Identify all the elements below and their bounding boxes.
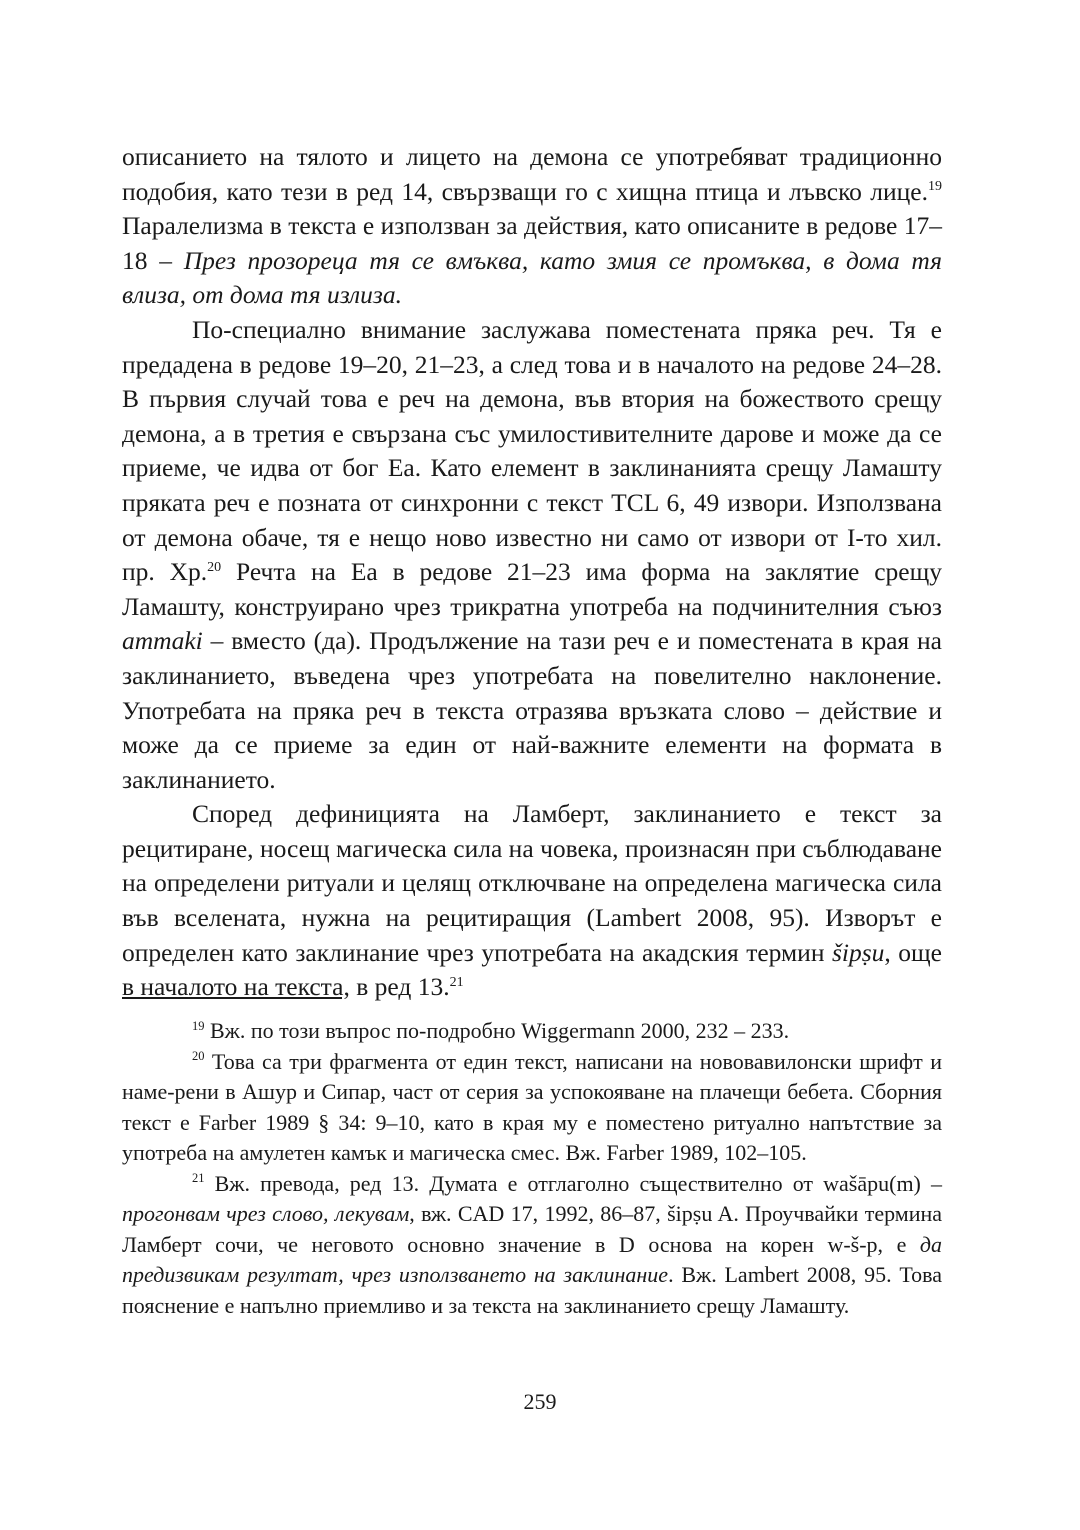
text-run: описанието на тялото и лицето на демона се употребяват традиционно подобия, като тези в ред 14, свързващи го с хищна птица и лъвско лице.: [122, 142, 942, 206]
text-run: Това са три фрагмента от един текст, написани на нововавилонски шрифт и наме-рени в Ашур и Сипар, част от серия за успокояване на плачещи бебета. Сборния текст е Farber 1989 § 34: 9–10, като в края му е поместено ритуално напътствие за употреба на амулетен камък и магическа смес. Вж. Farber 1989, 102–105.: [122, 1048, 942, 1165]
paragraph-2: [122, 313, 942, 797]
footnotes: [122, 1016, 942, 1321]
italic-text: През прозореца тя се вмъква, като змия се промъква, в дома тя влиза, от дома тя излиза.: [122, 245, 942, 310]
text-run: – вместо (да). Продължение на тази реч е и поместената в края на заклинанието, въведена чрез употребата на повелително наклонение. Употребата на пряка реч в текста отразява връзката слово – действие и може да се приеме за един от най-важните елементи на формата в заклинанието.: [122, 626, 942, 794]
footnote-ref: 21: [192, 1171, 205, 1186]
footnote-ref: 20: [207, 559, 222, 575]
text-run: Паралелизма в текста е използван за действия, като описаните в редове 17–18 –: [122, 211, 942, 275]
italic-text: šipṣu: [831, 937, 885, 967]
footnote-ref: 19: [928, 179, 942, 195]
footnote-separator: [122, 997, 342, 999]
footnote-19: [122, 1016, 942, 1047]
page-number: 259: [523, 1389, 557, 1414]
footnote-ref: 19: [192, 1018, 205, 1033]
footnote-20: [122, 1047, 942, 1169]
paragraph-1: [122, 140, 942, 313]
italic-text: прогонвам чрез слово, лекувам: [122, 1201, 410, 1226]
text-run: Вж. по този въпрос по-подробно Wiggermann 2000, 232 – 233.: [204, 1018, 790, 1043]
text-run: По-специално внимание заслужава поместената пряка реч. Тя е предадена в редове 19–20, 21–23, а след това и в началото на редове 24–28. В първия случай това е реч на демона, във втория на божеството срещу демона, а в третия е свързана със умилостивителните дарове и може да се приеме, че идва от бог Еа. Като елемент в заклинанията срещу Ламашту пряката реч е позната от синхронни с текст TCL 6, 49 извори. Използвана от демона обаче, тя е нещо ново известно ни само от извори от I-то хил. пр. Хр.: [122, 314, 942, 587]
main-text: [122, 140, 942, 1005]
footnote-ref: 20: [192, 1049, 205, 1064]
text-run: , вж. CAD 17, 1992, 86–87, šipṣu A. Проучвайки термина Ламберт сочи, че неговото основно значение в D основа на корен w-š-p, е: [122, 1201, 942, 1257]
text-run: Вж. превода, ред 13. Думата е отглаголно съществително от wašāpu(m) –: [204, 1170, 942, 1196]
footnote-ref: 21: [449, 974, 464, 990]
italic-text: ammaki: [122, 626, 203, 656]
footnote-21: [122, 1169, 942, 1322]
text-run: Речта на Еа в редове 21–23 има форма на заклятие срещу Ламашту, конструирано чрез трикратна употреба на подчинителния съюз: [122, 557, 942, 621]
text-run: , още в началото на текста, в ред 13.: [122, 937, 942, 1002]
italic-text: да предизвикам резултат, чрез използването на заклинание: [122, 1231, 942, 1287]
text-run: . Вж. Lambert 2008, 95. Това пояснение е напълно приемливо и за текста на заклинанието срещу Ламашту.: [122, 1262, 943, 1318]
paragraph-3: [122, 797, 942, 1005]
text-run: Според дефиницията на Ламберт, заклинанието е текст за рецитиране, носещ магическа сила на човека, произнасян при съблюдаване на определени ритуали и целящ отключване на определена магическа сила във вселената, нужна на рецитиращия (Lambert 2008, 95). Изворът е определен като заклинание чрез употребата на акадския термин: [122, 799, 942, 967]
